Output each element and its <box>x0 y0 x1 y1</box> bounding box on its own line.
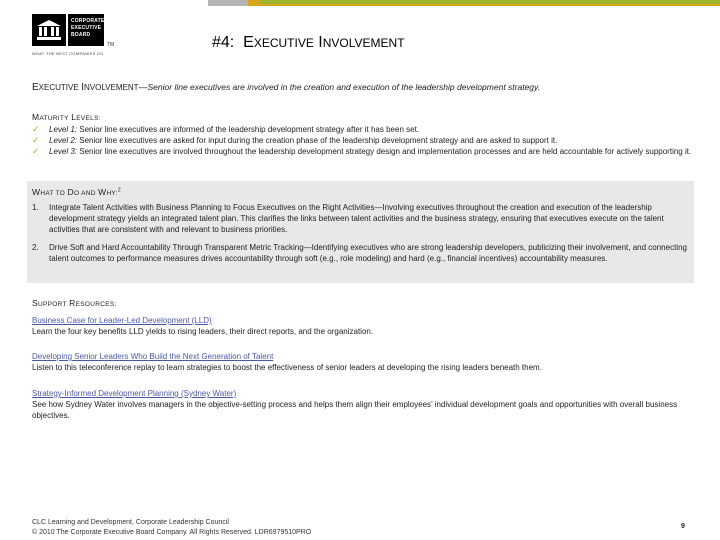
what-to-do-list <box>32 202 687 271</box>
logo-tagline: WHAT THE BEST COMPANIES DO <box>32 51 104 56</box>
footer-source: CLC Learning and Development, Corporate Leadership Council <box>32 519 229 526</box>
maturity-levels-list <box>32 124 692 157</box>
resource-link-lld[interactable]: Business Case for Leader-Led Development (LLD) <box>32 316 212 325</box>
resource-item <box>32 388 692 421</box>
support-resources-heading: SUPPORT RESOURCES: <box>32 298 117 308</box>
check-icon: ✓ <box>32 135 40 145</box>
intro-line: EXECUTIVE INVOLVEMENT—Senior line executives are involved in the creation and execution of the leadership development strategy. <box>32 82 541 93</box>
resource-link-sydney-water[interactable]: Strategy-Informed Development Planning (Sydney Water) <box>32 389 237 398</box>
check-icon: ✓ <box>32 124 40 134</box>
maturity-level: ✓ Level 3: Senior line executives are involved throughout the leadership development strategy design and implementation processes and are held accountable for actively supporting it. <box>32 146 692 156</box>
building-icon <box>32 14 68 46</box>
resource-description: See how Sydney Water involves managers in the objective-setting process and helps them align their employees’ individual development goals and opportunities with overall business objectives. <box>32 400 678 420</box>
top-bar-green <box>260 0 720 4</box>
company-logo <box>32 14 104 46</box>
logo-wordmark: CORPORATE EXECUTIVE BOARD <box>71 18 105 38</box>
slide-title: #4: EXECUTIVE INVOLVEMENT <box>212 34 405 51</box>
resource-description: Learn the four key benefits LLD yields to rising leaders, their direct reports, and the organization. <box>32 327 374 336</box>
maturity-level: ✓ Level 1: Senior line executives are informed of the leadership development strategy after it has been set. <box>32 124 420 134</box>
intro-description: Senior line executives are involved in the creation and execution of the leadership development strategy. <box>147 82 541 92</box>
maturity-levels-heading: MATURITY LEVELS: <box>32 112 101 122</box>
resource-item <box>32 315 692 337</box>
footer-copyright: © 2010 The Corporate Executive Board Company. All Rights Reserved. LDR6979510PRO <box>32 529 312 536</box>
what-to-do-heading: WHAT TO DO AND WHY:$^2$ <box>32 187 121 197</box>
footer <box>32 518 311 538</box>
resource-item <box>32 351 692 373</box>
list-item: 1. Integrate Talent Activities with Business Planning to Focus Executives on the Right Activities—Involving executives throughout the creation and execution of the leadership development strategy yields an integrated talent plan. This clarifies the links between talent activities and the business strategy, ensuring that executives execute on the talent activities that are consistent with and relevant to business priorities. <box>32 203 664 234</box>
resource-link-senior-leaders[interactable]: Developing Senior Leaders Who Build the Next Generation of Talent <box>32 352 274 361</box>
maturity-level: ✓ Level 2: Senior line executives are asked for input during the creation phase of the leadership development strategy and are asked to support it. <box>32 135 558 145</box>
list-item: 2. Drive Soft and Hard Accountability Through Transparent Metric Tracking—Identifying executives who are strong leadership developers, publicizing their involvement, and connecting talent outcomes to performance measures drives accountability through soft (e.g., role modeling) and hard (e.g., financial incentives) accountability measures. <box>32 243 687 263</box>
resource-description: Listen to this teleconference replay to learn strategies to boost the effectiveness of senior leaders at developing the rising leaders beneath them. <box>32 363 542 372</box>
trademark: TM <box>107 42 115 48</box>
page-number: 9 <box>681 523 685 530</box>
check-icon: ✓ <box>32 146 40 156</box>
